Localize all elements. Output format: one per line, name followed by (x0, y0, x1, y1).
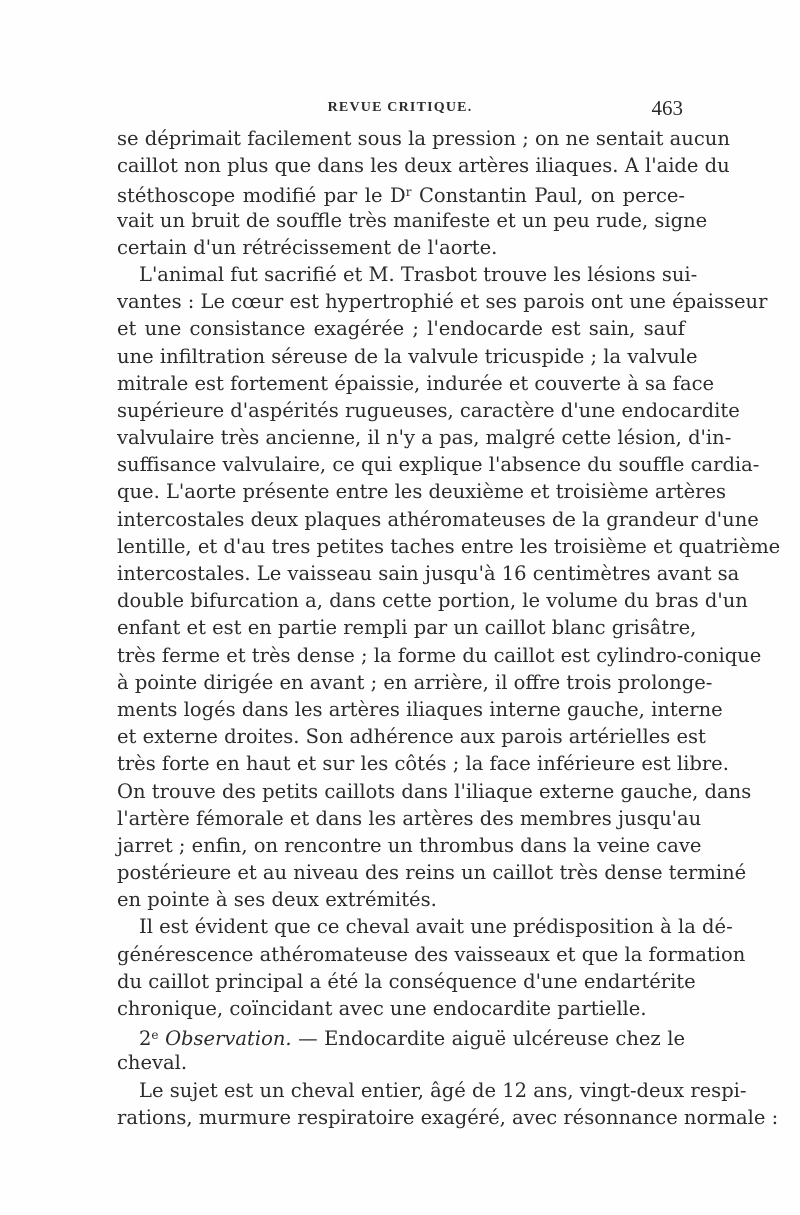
text-line: chronique, coïncidant avec une endocardite partielle. (117, 997, 647, 1020)
text-line: se déprimait facilement sous la pression ; on ne sentait aucun (117, 127, 730, 150)
observation-heading-line (117, 1022, 685, 1049)
text-line: très ferme et très dense ; la forme du caillot est cylindro-conique (117, 643, 762, 667)
text-line: certain d'un rétrécissement de l'aorte. (117, 235, 498, 259)
text-line: du caillot principal a été la conséquence d'une endartérite (117, 969, 696, 993)
text-line: que. L'aorte présente entre les deuxième et troisième artères (117, 480, 727, 504)
text-line: lentille, et d'au tres petites taches entre les troisième et quatrième (117, 534, 781, 558)
text-line: très forte en haut et sur les côtés ; la face inférieure est libre. (117, 752, 729, 776)
running-title: REVUE CRITIQUE. (327, 100, 473, 115)
text-line: générescence athéromateuse des vaisseaux et que la formation (117, 942, 746, 966)
text-fragment: Constantin Paul, on perce- (411, 184, 686, 208)
observation-number: 2 (139, 1027, 152, 1051)
text-line: vait un bruit de souffle très manifeste et un peu rude, signe (117, 208, 708, 232)
text-line (117, 179, 685, 206)
text-line: Le sujet est un cheval entier, âgé de 12 ans, vingt-deux respi- (139, 1078, 747, 1102)
text-line: l'artère fémorale et dans les artères des membres jusqu'au (117, 806, 702, 830)
text-fragment: — Endocardite aiguë ulcéreuse chez le (291, 1027, 685, 1051)
superscript: r (405, 185, 412, 200)
text-line: vantes : Le cœur est hypertrophié et ses parois ont une épaisseur (117, 290, 768, 314)
text-line: L'animal fut sacrifié et M. Trasbot trouve les lésions sui- (139, 262, 698, 286)
text-line: suffisance valvulaire, ce qui explique l'absence du souffle cardia- (117, 453, 760, 477)
text-line: une infiltration séreuse de la valvule tricuspide ; la valvule (117, 344, 698, 368)
text-line: et externe droites. Son adhérence aux parois artérielles est (117, 725, 706, 749)
observation-title: Observation. (165, 1027, 292, 1051)
text-line: à pointe dirigée en avant ; en arrière, il offre trois prolonge- (117, 670, 713, 694)
text-line: On trouve des petits caillots dans l'iliaque externe gauche, dans (117, 779, 752, 803)
text-fragment: stéthoscope modifié par le D (117, 184, 406, 208)
text-line: rations, murmure respiratoire exagéré, avec résonnance normale : (117, 1105, 779, 1129)
text-line: jarret ; enfin, on rencontre un thrombus dans la veine cave (117, 833, 702, 857)
text-line: cheval. (117, 1051, 188, 1075)
text-line: valvulaire très ancienne, il n'y a pas, malgré cette lésion, d'in- (117, 426, 732, 450)
text-line: enfant et est en partie rempli par un caillot blanc grisâtre, (117, 616, 697, 640)
text-line: ments logés dans les artères iliaques interne gauche, interne (117, 697, 723, 721)
page-number: 463 (651, 96, 683, 120)
text-line: caillot non plus que dans les deux artères iliaques. A l'aide du (117, 154, 730, 178)
text-line: en pointe à ses deux extrémités. (117, 888, 437, 912)
text-line: et une consistance exagérée ; l'endocarde est sain, sauf (117, 317, 685, 341)
text-line: mitrale est fortement épaissie, indurée et couverte à sa face (117, 371, 715, 395)
text-line: intercostales. Le vaisseau sain jusqu'à 16 centimètres avant sa (117, 562, 740, 585)
body-text (117, 125, 781, 1131)
text-line: double bifurcation a, dans cette portion, le volume du bras d'un (117, 589, 748, 613)
text-line: Il est évident que ce cheval avait une prédisposition à la dé- (139, 915, 733, 939)
superscript: e (151, 1028, 159, 1043)
text-line: supérieure d'aspérités rugueuses, caractère d'une endocardite (117, 398, 740, 422)
text-line: postérieure et au niveau des reins un caillot très dense terminé (117, 861, 747, 885)
running-head (117, 98, 683, 122)
text-line: intercostales deux plaques athéromateuses de la grandeur d'une (117, 507, 759, 531)
